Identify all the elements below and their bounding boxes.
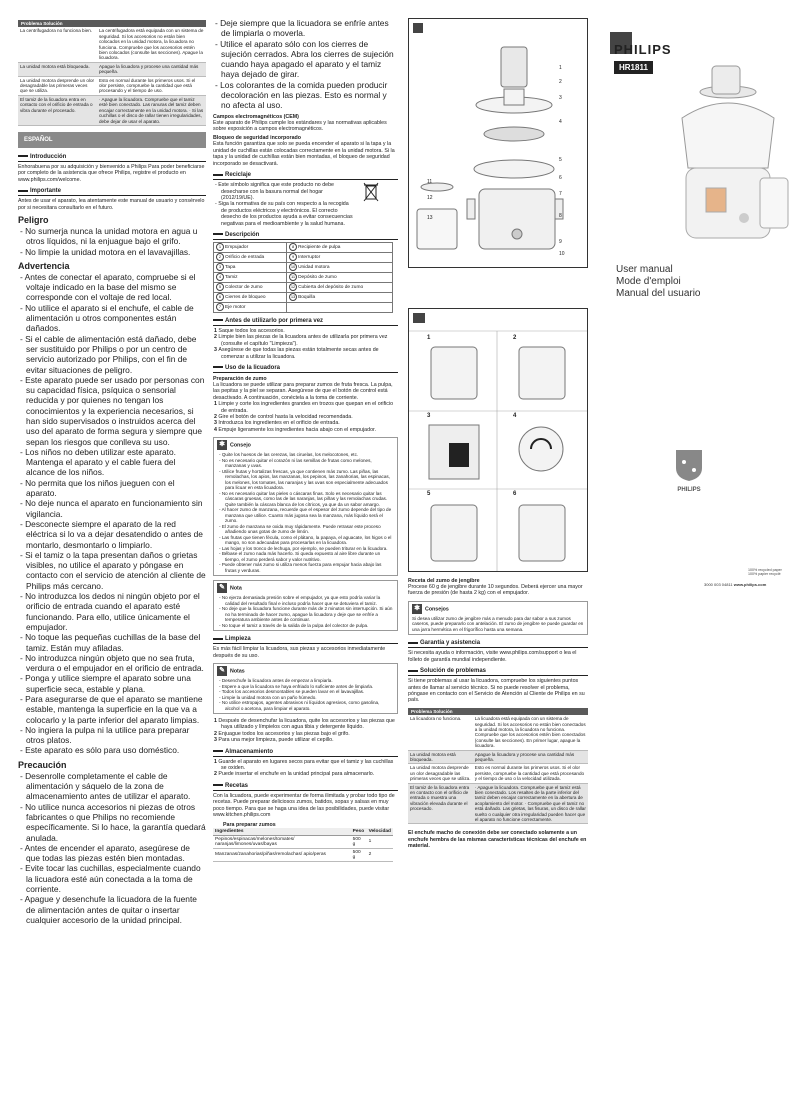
table-row: [408, 715, 588, 750]
warranty-heading: [408, 640, 588, 648]
part-name: Eje motor: [225, 305, 246, 311]
note-title: Nota: [230, 585, 242, 592]
list-item: - Deje siempre que la licuadora se enfríe antes de limpiarla o moverla.: [213, 18, 398, 39]
storage-title: Almacenamiento: [225, 748, 274, 755]
solution-cell: Apague la licuadora y procese una cantidad más pequeña.: [97, 62, 206, 76]
recipes-title: Recetas: [225, 782, 249, 789]
list-item: 1 Después de desenchufar la licuadora, quite los accesorios y las piezas que haya utilizado y límpielos con agua tibia y detergente líquido.: [214, 718, 395, 731]
cem-title: Campos electromagnéticos (CEM): [213, 113, 299, 120]
list-item: - No introduzca ningún objeto que no sea fruta, verdura o el empujador en el orificio de entrada.: [18, 653, 206, 674]
title-en: User manual: [616, 264, 673, 275]
use-heading: [213, 365, 398, 373]
clean-notes-list: [217, 678, 394, 711]
table-row: [214, 302, 393, 312]
list-item: - No utilice el aparato si el enchufe, el cable de alimentación u otros componentes están dañados.: [18, 303, 206, 334]
list-item: - No utilice estropajos, agentes abrasivos ni líquidos agresivos, como gasolina, alcohol o acetona, para limpiar el aparato.: [217, 700, 394, 711]
solution-cell: Apague la licuadora y procese una cantidad más pequeña.: [473, 750, 588, 764]
list-item: 2 Limpie bien las piezas de la licuadora antes de utilizarla por primera vez (consulte el capítulo "Limpieza").: [214, 334, 388, 347]
philips-shield-logo: [674, 448, 704, 493]
recycled-en: 100% recycled paper: [748, 568, 782, 572]
solution-cell: Esto es normal durante los primeros usos. Si el olor persiste, compruebe la cantidad que está procesando y el tiempo de uso o la velocidad utilizada.: [473, 764, 588, 783]
prep-title: Preparación de zumo: [213, 375, 267, 382]
list-item: - Si el cable de alimentación está dañado, debe ser sustituido por Philips o por un centro de servicio autorizado por Philips, con el fin de evitar situaciones de peligro.: [18, 334, 206, 375]
note-icon: ✎: [217, 583, 227, 593]
lock-text: Esta función garantiza que solo se pueda encender el aparato si la tapa y la unidad de cuchillas están colocadas correctamente en la unidad motora. Si la tapa y la unidad de cuchillas están bien montadas, el bloqueo de seguridad incorporado se desactivará.: [213, 141, 395, 167]
table-row: [214, 292, 393, 302]
column-4: [598, 18, 794, 1108]
intro-text: Enhorabuena por su adquisición y bienvenido a Philips Para poder beneficiarse por completo de la asistencia que ofrece Philips, registre el producto en www.philips.com/welcome.: [18, 163, 205, 183]
intro-title: Introducción: [30, 153, 67, 160]
list-item: - Quite los huesos de las cerezas, las ciruelas, los melocotones, etc.: [217, 452, 394, 458]
part-number: 12: [290, 284, 296, 290]
list-item: - Las frutas que tienen fécula, como el plátano, la papaya, el aguacate, los higos o el mango, no son adecuadas para procesarlas en la licuadora.: [217, 535, 394, 546]
part-name: Orificio de entrada: [225, 255, 265, 261]
callout-number: 7: [559, 191, 562, 197]
manual-titles: [616, 264, 701, 300]
list-item: - Siga la normativa de su país con respecto a la recogida de productos eléctricos y electrónicos. El correcto desecho de los productos ayuda a evitar consecuencias negativas para el medioambiente y la salud humana.: [213, 201, 353, 227]
important-text: Antes de usar el aparato, lea atentamente este manual de usuario y consérvelo por si necesitara consultarlo en el futuro.: [18, 198, 205, 211]
list-item: 1 Guarde el aparato en lugares secos para evitar que el tamiz y las cuchillas se oxiden.: [214, 758, 394, 772]
list-item: - No es necesario quitar las pieles o cáscaras finas. Solo es necesario quitar las cáscaras gruesas, como las de las naranjas, las piñas y las remolachas crudas. Quite también la cáscara blanca de los cítricos, ya que da un sabor amargo.: [217, 491, 394, 508]
list-item: - Desenchufe la licuadora antes de empezar a limpiarla.: [217, 678, 394, 684]
column-3: [408, 18, 588, 850]
list-item: - Utilice el aparato sólo con los cierres de sujeción cerrados. Abra los cierres de sujeción cuando haya apagado el aparato y el tamiz haya dejado de girar.: [213, 39, 398, 80]
callout-number: 6: [559, 175, 562, 181]
tip-title: Consejos: [425, 606, 449, 613]
table-row: [214, 252, 393, 262]
table-row: [18, 76, 206, 95]
table-row: [214, 262, 393, 272]
part-name: Unidad motora: [298, 265, 330, 271]
step-number: 3: [427, 413, 431, 419]
problem-cell: La unidad motora está bloqueada.: [408, 750, 473, 764]
desc-heading: [213, 232, 398, 240]
table-row: [214, 282, 393, 292]
philips-shield-icon: [674, 448, 704, 482]
warranty-title: Garantía y asistencia: [420, 640, 481, 647]
part-number: 9: [289, 253, 297, 261]
philips-mid-text: PHILIPS: [677, 487, 701, 493]
list-item: - No deje que la licuadora funcione durante más de 2 minutos sin interrupción. Si aún no ha terminado de hacer zumo, apague la licuadora y deje que se enfríe a temperatura ambiente antes de continuar.: [217, 606, 394, 623]
table-row: [18, 62, 206, 76]
storage-steps: [213, 759, 398, 778]
part-name: Depósito de zumo: [298, 275, 337, 281]
note-box: [213, 580, 398, 631]
trouble-table-title: Problema Solución: [408, 708, 588, 715]
table-row: Manzanas/zanahorias/piñas/remolachas/ apio/peras 500 g 2: [213, 848, 393, 861]
weee-bin-icon: [363, 182, 379, 202]
cem-text: Este aparato de Philips cumple los estándares y las normativas aplicables sobre exposición a campos electromagnéticos.: [213, 119, 387, 133]
clean-notes-box: [213, 663, 398, 714]
table-row: [214, 272, 393, 282]
list-item: - No limpie la unidad motora en el lavavajillas.: [18, 247, 206, 257]
prep-steps: [213, 401, 398, 433]
list-item: 3 Asegúrese de que todas las piezas están totalmente secas antes de comenzar a utilizar la licuadora.: [214, 347, 379, 360]
lightbulb-icon: ✱: [412, 604, 422, 614]
step-number: 2: [513, 335, 517, 341]
callout-number: 11: [427, 179, 433, 185]
clean-heading: [213, 636, 398, 644]
column-1: [18, 18, 206, 925]
list-item: - No introduzca los dedos ni ningún objeto por el orificio de entrada cuando el aparato esté funcionando. Para ello, utilice únicamente el empujador.: [18, 591, 206, 632]
part-number: 2: [216, 253, 224, 261]
problems-text: Si tiene problemas al usar la licuadora, compruebe los siguientes puntos antes de llamar al servicio técnico. Si no puede resolver el problema, póngase en contacto con el Servicio de Atención al Cliente de Philips en su país.: [408, 678, 585, 704]
tips-list: [217, 452, 394, 573]
list-item: 1 Saque todos los accesorios.: [214, 327, 285, 334]
list-item: - No utilice nunca accesorios ni piezas de otros fabricantes o que Philips no recomiende específicamente. Si lo hace, la garantía quedará anulada.: [18, 802, 206, 843]
storage-heading: [213, 749, 398, 757]
lock-title: Bloqueo de seguridad incorporado: [213, 135, 301, 142]
parts-table: [213, 242, 393, 313]
ginger-recipe-title: Receta del zumo de jengibre: [408, 578, 480, 584]
list-item: - No ingiera la pulpa ni la utilice para preparar otros platos.: [18, 725, 206, 746]
callout-number: 4: [559, 119, 562, 125]
part-number: 3: [216, 263, 224, 271]
callout-number: 3: [559, 95, 562, 101]
list-item: - Las hojas y los tronco de lechuga, por ejemplo, se pueden triturar en la licuadora.: [217, 546, 394, 552]
part-number: 7: [216, 303, 224, 311]
part-number: 11: [290, 274, 296, 280]
problem-cell: La unidad motora desprende un olor desagradable las primeras veces que se utiliza.: [408, 764, 473, 783]
problem-cell: La centrifugadora no funciona bien.: [18, 27, 97, 62]
list-item: - No es necesario quitar el corazón ni las semillas de frutas como melones, manzanas y uvas.: [217, 458, 394, 469]
part-name: Recipiente de pulpa: [298, 245, 341, 251]
plug-note: El enchufe macho de conexión debe ser conectado solamente a un enchufe hembra de las mismas características técnicas del enchufe en material.: [408, 830, 587, 850]
part-number: 10: [290, 264, 296, 270]
list-item: - Desconecte siempre el aparato de la red eléctrica si lo va a dejar desatendido o antes de montarlo, desmontarlo o limpiarlo.: [18, 519, 206, 550]
part-name: Empujador: [225, 245, 249, 251]
list-item: 2 Enjuague todos los accesorios y las piezas bajo el grifo.: [214, 730, 350, 737]
list-item: - No deje nunca el aparato en funcionamiento sin vigilancia.: [18, 498, 206, 519]
list-item: 2 Gire el botón de control hasta la velocidad recomendada.: [214, 414, 353, 421]
list-item: - Utilice frutas y hortalizas frescas, ya que contienen más zumo. Las piñas, las remolachas, los apios, las manzanas, los pepinos, las zanahorias, las espinacas, los melones, los tomates, las naranjas y las uvas son especialmente adecuados para licuar en esta licuadora.: [217, 469, 394, 491]
table-row: [408, 764, 588, 783]
recycle-title: Reciclaje: [225, 172, 252, 179]
list-item: - No toque el tamiz a través de la salida de la pulpa del colector de pulpa.: [217, 623, 394, 629]
step-number: 5: [427, 491, 431, 497]
list-item: 4 Empuje ligeramente los ingredientes hacia abajo con el empujador.: [214, 426, 376, 433]
solution-cell: · Apague la licuadora. Compruebe que el tamiz esté bien conectado. Las ranuras del tamiz deben encajar correctamente en la unidad motora. · Si las cuchillas o el disco de rallar tienen irregularidades, debe dejar de usar el aparato.: [97, 95, 206, 125]
assembly-steps-panel: [408, 308, 588, 572]
precaucion-list: [18, 771, 206, 925]
peligro-list: [18, 226, 206, 257]
list-item: - Si el tamiz o la tapa presentan daños o grietas visibles, no utilice el aparato y póngase en contacto con el servicio de atención al cliente de Philips más cercano.: [18, 550, 206, 591]
recycle-list: [213, 182, 353, 227]
list-item: - Evite tocar las cuchillas, especialmente cuando la licuadora esté aún conectada a la toma de corriente.: [18, 863, 206, 894]
recipe-table-title: Para preparar zumos: [223, 821, 276, 828]
problem-cell: La licuadora no funciona.: [408, 715, 473, 750]
callout-number: 12: [427, 195, 433, 201]
table-row: [18, 95, 206, 125]
table-header-row: [213, 828, 393, 836]
clean-steps: [213, 718, 398, 744]
list-item: - El zumo de manzana se oxida muy rápidamente. Puede retrasar este proceso añadiendo unas gotas de zumo de limón.: [217, 524, 394, 535]
website: www.philips.com: [733, 582, 767, 587]
part-number: 1: [216, 243, 224, 251]
important-heading: [18, 188, 206, 196]
brand-logo: PHILIPS: [614, 42, 672, 57]
part-name: Tapa: [225, 265, 236, 271]
first-use-title: Antes de utilizarlo por primera vez: [225, 317, 324, 324]
list-item: - Al hacer zumo de manzana, recuerde que el espesor del zumo depende del tipo de manzana que utilice. Cuanto más jugosa sea la manzana, más líquido será el zumo.: [217, 507, 394, 524]
list-item: - Antes de encender el aparato, asegúrese de que todas las piezas estén bien montadas.: [18, 843, 206, 864]
title-fr: Mode d'emploi: [616, 276, 681, 287]
part-name: Colector de zumo: [225, 285, 263, 291]
part-name: Tamiz: [225, 275, 238, 281]
problem-cell: La unidad motora desprende un olor desagradable las primeras veces que se utiliza.: [18, 76, 97, 95]
list-item: - No toque las pequeñas cuchillas de la base del tamiz. Están muy afiladas.: [18, 632, 206, 653]
list-item: 3 Para una mejor limpieza, puede utilizar el cepillo.: [214, 737, 334, 744]
note-list: [217, 595, 394, 628]
part-number: 4: [216, 273, 224, 281]
important-title: Importante: [30, 188, 62, 195]
ginger-recipe-text: Procese 60 g de jengibre durante 10 segundos. Deberá ejercer una mayor fuerza de presión (de hasta 2 kg) con el empujador.: [408, 584, 583, 597]
column-2: [213, 18, 398, 862]
recipes-text: Con la licuadora, puede experimentar de forma ilimitada y probar todo tipo de recetas. Puede preparar deliciosos zumos, batidos, sopas y salsas en muy poco tiempo. Para que se haga una idea de las posibilidades, puede visitar www.kitchen.philips.com: [213, 792, 395, 819]
list-item: - Espere a que la licuadora se haya enfriado lo suficiente antes de limpiarla.: [217, 684, 394, 690]
assembly-steps-illustration: [409, 309, 587, 571]
part-number: 5: [216, 283, 224, 291]
part-number: 8: [289, 243, 297, 251]
advertencia-title: Advertencia: [18, 260, 70, 271]
table-row: [408, 783, 588, 824]
clean-title: Limpieza: [225, 636, 251, 643]
list-item: - Apague y desenchufe la licuadora de la fuente de alimentación antes de quitar o insertar cualquier accesorio de la unidad principal.: [18, 894, 206, 925]
recipes-heading: [213, 783, 398, 791]
list-item: - Puede obtener más zumo si utiliza menos fuerza para empujar hacia abajo las frutas y verduras.: [217, 562, 394, 573]
use-title: Uso de la licuadora: [225, 364, 281, 371]
table-row: [408, 750, 588, 764]
model-number: HR1811: [614, 61, 653, 74]
step-number: 4: [513, 413, 517, 419]
step-number: 1: [427, 335, 431, 341]
solution-cell: · Apague la licuadora. Compruebe que el tamiz está bien conectado. Los resaltes de la parte inferior del tamiz deben encajar correctamente en la abertura de acoplamiento del motor. · Compruebe que el tamiz no está dañado. Las grietas, las fisuras, un disco de rallar suelto o cualquier otra irregularidad pueden hacer que el aparato no funcione correctamente.: [473, 783, 588, 824]
table-row: [18, 27, 206, 62]
trouble-table-top: [18, 20, 206, 126]
list-item: 1 Limpie y corte los ingredientes grandes en trozos que quepan en el orificio de entrada.: [214, 401, 394, 414]
ginger-tip-box: [408, 601, 588, 636]
list-item: - No sumerja nunca la unidad motora en agua u otros líquidos, ni la enjuague bajo el grifo.: [18, 226, 206, 247]
recycled-fr: 100% papier recyclé: [748, 572, 781, 577]
list-item: - Los colorantes de la comida pueden producir decoloración en las piezas. Esto es normal y no afecta al uso.: [213, 80, 398, 111]
first-use-steps: [213, 328, 398, 360]
peligro-title: Peligro: [18, 214, 49, 225]
part-name: Interruptor: [298, 255, 321, 261]
exploded-diagram: [408, 18, 588, 268]
table-row: Pepinos/espinacas/melones/tomates/ naranjas/limones/uvas/bayas 500 g 1: [213, 835, 393, 848]
list-item: - Los niños no deben utilizar este aparato. Mantenga el aparato y el cable fuera del alcance de los niños.: [18, 447, 206, 478]
column-header: Velocidad: [367, 828, 393, 836]
solution-cell: Esto es normal durante los primeros usos. Si el olor persiste, compruebe la cantidad que está procesando y el tiempo de uso.: [97, 76, 206, 95]
juicer-exploded-illustration: [409, 19, 587, 267]
list-item: 2 Puede insertar el enchufe en la unidad principal para almacenarlo.: [214, 771, 375, 778]
list-item: - No ejerza demasiada presión sobre el empujador, ya que esto podría variar la calidad del resultado final e incluso podría hacer que se detuviera el tamiz.: [217, 595, 394, 606]
solution-cell: La centrifugadora está equipada con un sistema de seguridad. Si los accesorios no están bien colocados en la unidad motora, la licuadora no funciona. Compruebe que los accesorios estén bien colocados (consulte las secciones). Apague la licuadora.: [97, 27, 206, 62]
part-name: Cubierta del depósito de zumo: [298, 285, 364, 291]
clean-notes-title: Notas: [230, 668, 245, 675]
callout-number: 2: [559, 79, 562, 85]
list-item: - Desenrolle completamente el cable de alimentación y sáquelo de la zona de almacenamiento antes de utilizar el aparato.: [18, 771, 206, 802]
recipe-table: [213, 828, 393, 862]
language-banner: ESPAÑOL: [18, 132, 206, 148]
callout-number: 8: [559, 213, 562, 219]
prep-text: La licuadora se puede utilizar para preparar zumos de fruta fresca. La pulpa, las pepitas y la piel se separan. Asegúrese de que el botón de control está desactivado. A continuación, conéctela a la toma de corriente.: [213, 381, 393, 401]
advertencia-list: [18, 272, 206, 756]
step-number: 6: [513, 491, 517, 497]
callout-number: 10: [559, 251, 565, 257]
problems-title: Solución de problemas: [420, 668, 487, 675]
list-item: - Este aparato es sólo para uso doméstico.: [18, 745, 206, 755]
list-item: 3 Introduzca los ingredientes en el orificio de entrada.: [214, 420, 340, 427]
problem-cell: El tamiz de la licuadora entra en contacto con el orificio de entrada o vibra durante el procesado.: [18, 95, 97, 125]
intro-heading: [18, 154, 206, 162]
precaucion-title: Precaución: [18, 759, 67, 770]
first-use-heading: [213, 318, 398, 326]
list-item: - Este símbolo significa que este producto no debe desecharse con la basura normal del hogar (2012/19/UE).: [213, 182, 353, 201]
callout-number: 1: [559, 65, 562, 71]
trouble-table-bottom: [408, 708, 588, 825]
tips-box: [213, 437, 398, 576]
list-item: - Limpie la unidad motora con un paño húmedo.: [217, 695, 394, 701]
part-number: 13: [290, 294, 296, 300]
warranty-text: Si necesita ayuda o información, visite www.philips.com/support o lea el folleto de garantía mundial independiente.: [408, 650, 577, 663]
recycle-heading: [213, 172, 398, 180]
problem-cell: La unidad motora está bloqueada.: [18, 62, 97, 76]
list-item: - Bébase el zumo nada más hacerlo. Si queda expuesto al aire libre durante un tiempo, el zumo perderá sabor y valor nutritivo.: [217, 551, 394, 562]
callout-number: 9: [559, 239, 562, 245]
list-item: - Este aparato puede ser usado por personas con su capacidad física, psíquica o sensorial reducida y por quienes no tengan los conocimientos y la experiencia necesarios, si han sido supervisados o instruidos acerca del uso del aparato de forma segura y siempre que sepan los riesgos que conlleva su uso.: [18, 375, 206, 447]
table-row: [214, 242, 393, 252]
tip-text: Si desea utilizar zumo de jengibre más a menudo para dar sabor a sus zumos caseros, puede prepararlo con antelación. El zumo de jengibre se puede guardar en una jarra hermética en el frigorífico hasta una semana.: [412, 615, 584, 632]
clean-text: Es más fácil limpiar la licuadora, sus piezas y accesorios inmediatamente después de su uso.: [213, 646, 386, 659]
problem-cell: El tamiz de la licuadora entra en contacto con el orificio de entrada o muestra una vibración elevada durante el procesado.: [408, 783, 473, 824]
problems-heading: [408, 668, 588, 676]
part-name: Boquilla: [298, 295, 316, 301]
lightbulb-icon: ✱: [217, 440, 227, 450]
list-item: - Para asegurarse de que el aparato se mantiene estable, mantenga la superficie en la que va a colocarlo y la parte inferior del aparato limpias.: [18, 694, 206, 725]
trouble-table-title: Problema Solución: [18, 20, 206, 27]
column-header: Peso: [351, 828, 367, 836]
juicer-product-photo: [658, 58, 794, 258]
footer-line: [704, 582, 766, 587]
part-name: Cierres de bloqueo: [225, 295, 266, 301]
callout-number: 5: [559, 157, 562, 163]
title-es: Manual del usuario: [616, 288, 701, 299]
list-item: - Antes de conectar el aparato, compruebe si el voltaje indicado en la base del mismo se corresponde con el voltaje de red local.: [18, 272, 206, 303]
list-item: - Todos los accesorios desmontables se pueden lavar en el lavavajillas.: [217, 689, 394, 695]
list-item: - No permita que los niños jueguen con el aparato.: [18, 478, 206, 499]
callout-number: 13: [427, 215, 433, 221]
document-code: 3000 003 04811: [704, 582, 733, 587]
solution-cell: La licuadora está equipada con un sistema de seguridad. Si los accesorios no están bien conectados a la unidad motora, la licuadora no funciona. Compruebe que los accesorios estén bien conectados (consulte las secciones). En primer lugar, apague la licuadora.: [473, 715, 588, 750]
tips-title: Consejo: [230, 442, 251, 449]
column-header: Ingredientes: [213, 828, 351, 836]
warning-continued-list: [213, 18, 398, 111]
recycled-note: [748, 568, 782, 577]
desc-title: Descripción: [225, 231, 260, 238]
list-item: - Ponga y utilice siempre el aparato sobre una superficie seca, estable y plana.: [18, 673, 206, 694]
part-number: 6: [216, 293, 224, 301]
note-icon: ✎: [217, 666, 227, 676]
